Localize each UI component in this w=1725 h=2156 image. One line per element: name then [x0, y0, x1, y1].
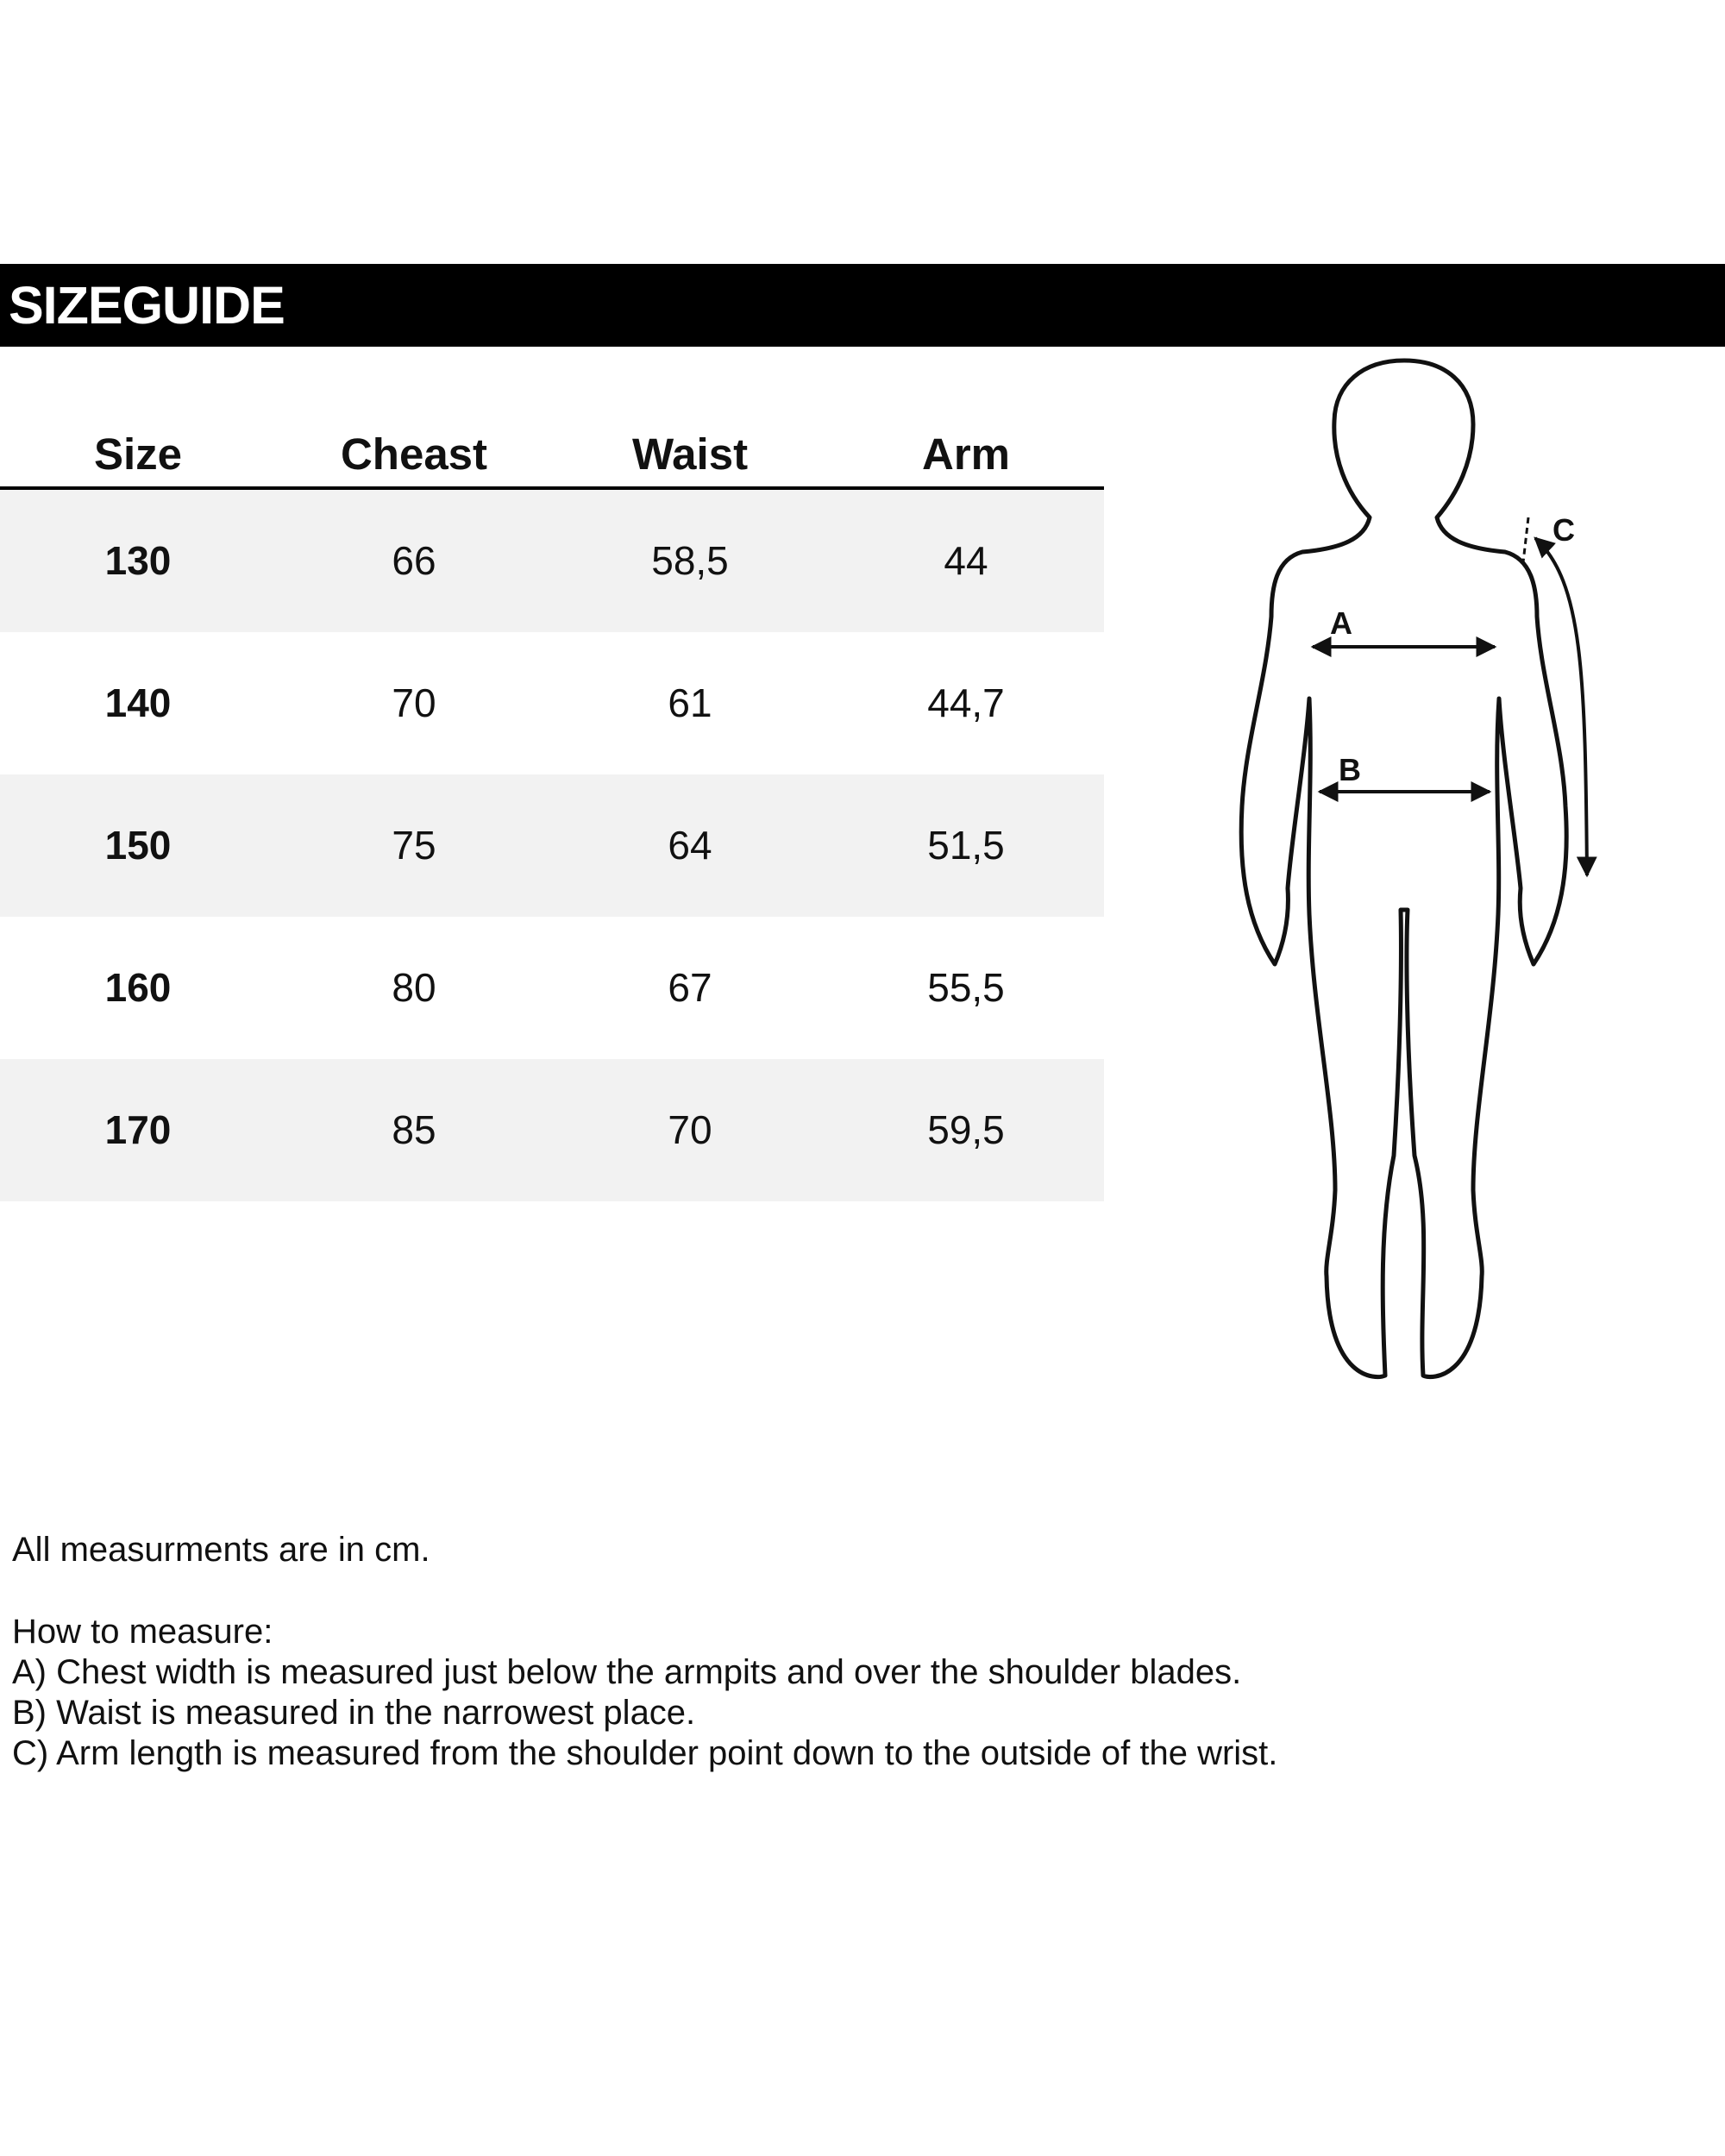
waist-cell: 67 — [668, 965, 712, 1010]
column-header-chest: Cheast — [340, 429, 488, 479]
table-header — [0, 423, 1104, 490]
table-row — [0, 1059, 1104, 1201]
size-cell: 170 — [104, 1107, 172, 1152]
size-cell: 130 — [104, 538, 172, 583]
column-header-waist: Waist — [631, 429, 749, 479]
note-arm: C) Arm length is measured from the shoulder point down to the outside of the wrist. — [12, 1734, 1278, 1772]
size-cell: 150 — [104, 823, 172, 868]
header-bar — [0, 264, 1725, 347]
table-row — [0, 490, 1104, 632]
waist-cell: 61 — [668, 680, 712, 725]
figure-label-b: B — [1339, 752, 1361, 787]
measurement-line-arm — [1535, 538, 1587, 875]
size-table — [0, 423, 1104, 1201]
waist-cell: 58,5 — [651, 538, 729, 583]
chest-cell: 70 — [392, 680, 436, 725]
column-header-arm: Arm — [921, 429, 1011, 479]
table-row — [0, 917, 1104, 1059]
note-chest: A) Chest width is measured just below the armpits and over the shoulder blades. — [12, 1653, 1242, 1691]
waist-cell: 64 — [668, 823, 712, 868]
size-cell: 140 — [104, 680, 172, 725]
column-header-size: Size — [93, 429, 183, 479]
how-to-measure-title: How to measure: — [12, 1613, 273, 1651]
arm-cell: 44 — [944, 538, 988, 583]
table-row — [0, 774, 1104, 917]
page-title: SIZEGUIDE — [9, 276, 285, 335]
chest-cell: 80 — [392, 965, 436, 1010]
arm-cell: 59,5 — [927, 1107, 1005, 1152]
body-outline — [1241, 360, 1566, 1377]
measurement-notes — [12, 1530, 1703, 1774]
chest-cell: 85 — [392, 1107, 436, 1152]
chest-cell: 66 — [392, 538, 436, 583]
units-note: All measurments are in cm. — [12, 1531, 430, 1569]
arm-cell: 44,7 — [927, 680, 1005, 725]
waist-cell: 70 — [668, 1107, 712, 1152]
body-measurement-figure — [1199, 345, 1630, 1414]
arm-cell: 51,5 — [927, 823, 1005, 868]
size-cell: 160 — [104, 965, 172, 1010]
chest-cell: 75 — [392, 823, 436, 868]
arm-cell: 55,5 — [927, 965, 1005, 1010]
spacer — [12, 1570, 1703, 1612]
figure-label-c: C — [1552, 512, 1575, 548]
table-row — [0, 632, 1104, 774]
note-waist: B) Waist is measured in the narrowest place. — [12, 1694, 696, 1732]
figure-label-a: A — [1330, 605, 1352, 641]
shoulder-marker — [1523, 517, 1528, 562]
